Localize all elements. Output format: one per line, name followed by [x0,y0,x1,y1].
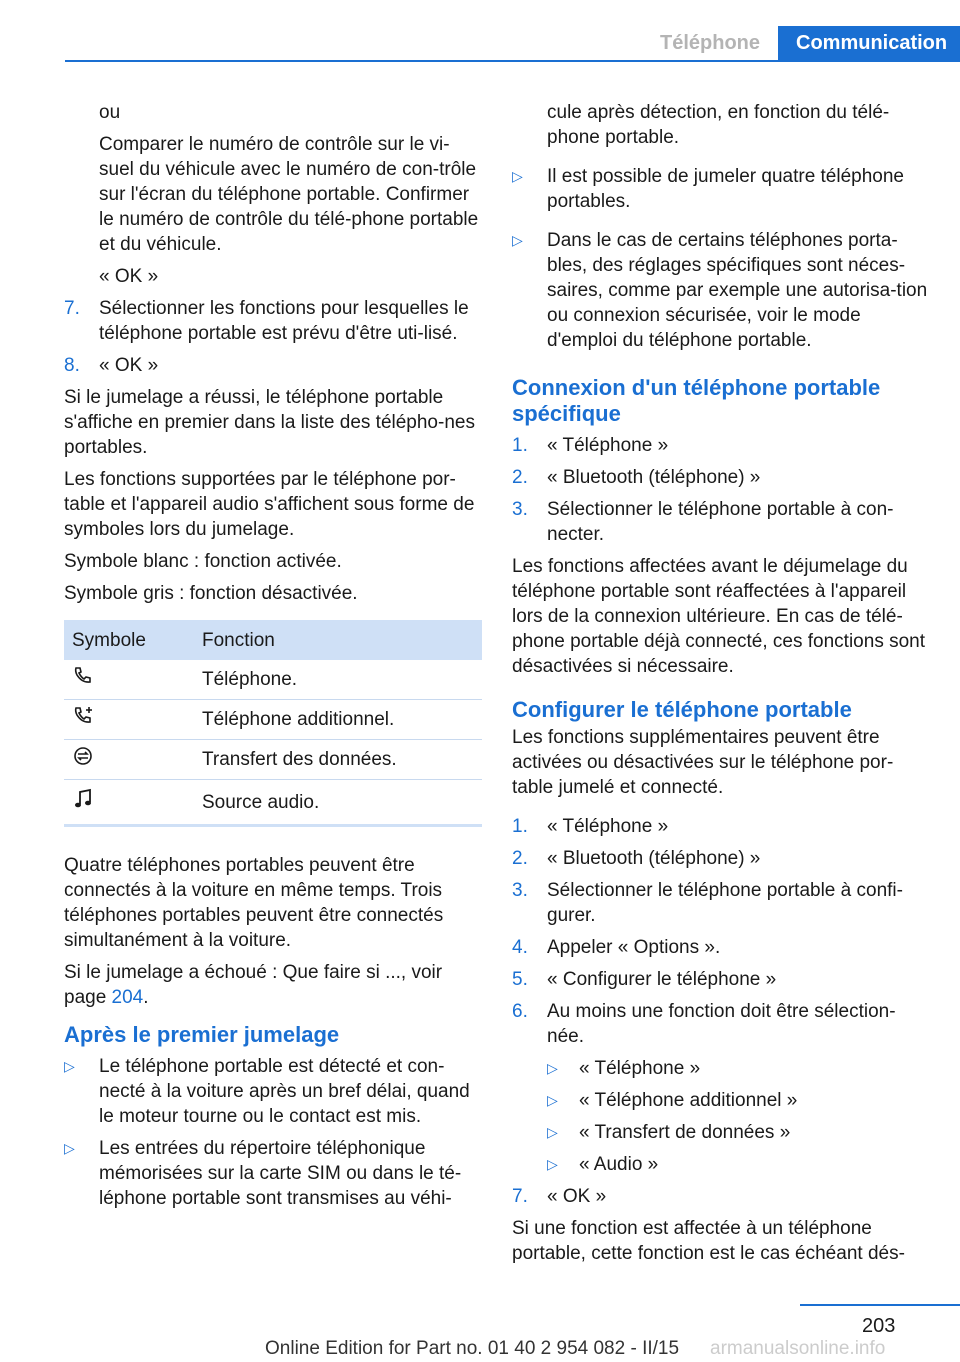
right-column [512,100,930,1273]
bullet-arrow-icon: ▷ [547,1060,558,1076]
phone-additional-icon [72,705,94,727]
table-row [64,660,482,700]
page-link[interactable]: 204 [111,987,144,1008]
step-1: 1. « Téléphone » [512,816,669,837]
paragraph-functions: Les fonctions supportées par le téléphone por-table et l'appareil audio s'affichent sous forme de symboles lors du jumelage. [64,469,475,540]
edition-footer: Online Edition for Part no. 01 40 2 954 082 - II/15 [265,1338,680,1359]
paragraph-grey-symbol: Symbole gris : fonction désactivée. [64,583,358,604]
paragraph-function-assigned: Si une fonction est affectée à un téléphone portable, cette fonction est le cas échéant dés- [512,1218,905,1264]
paragraph-four-phones: Quatre téléphones portables peuvent être connectés à la voiture en même temps. Trois téléphones portables peuvent être connectés simultanément à la voiture. [64,855,444,951]
paragraph-connect: Les fonctions affectées avant le déjumelage du téléphone portable sont réaffectées à l'appareil lors de la connexion ultérieure. En cas de télé-phone portable déjà connecté, ces fonctions sont désactivées si nécessaire. [512,556,926,677]
table-row [64,740,482,780]
step-8 [64,353,482,378]
step-7 [64,296,482,346]
bullet-item: ▷ Il est possible de jumeler quatre téléphone portables. [512,166,905,212]
sub-bullet-item: ▷ « Téléphone additionnel » [547,1090,798,1111]
table-row [64,700,482,740]
phone-icon [72,665,94,687]
bullet-arrow-icon: ▷ [64,1140,75,1156]
bullet-item: ▷ Les entrées du répertoire téléphonique mémorisées sur la carte SIM ou dans le té-léphone portable sont transmises au véhi- [64,1138,462,1209]
sub-bullet-item: ▷ « Téléphone » [547,1058,701,1079]
heading-after-pairing: Après le premier jumelage [64,1022,340,1047]
sub-bullet-item: ▷ « Audio » [547,1154,659,1175]
step-2: 2. « Bluetooth (téléphone) » [512,467,761,488]
function-label: Source audio. [194,780,482,826]
step-5: 5. « Configurer le téléphone » [512,969,777,990]
data-transfer-icon [72,745,94,767]
paragraph-configure: Les fonctions supplémentaires peuvent être activées ou désactivées sur le téléphone por-table jumelé et connecté. [512,727,894,798]
column-header-function: Fonction [194,620,482,660]
function-label: Transfert des données. [194,740,482,780]
bullet-item: ▷ Le téléphone portable est détecté et con-necté à la voiture après un bref délai, quand le moteur tourne ou le contact est mis. [64,1056,470,1127]
step-1: 1. « Téléphone » [512,435,669,456]
step-3: 3. Sélectionner le téléphone portable à con-necter. [512,499,894,545]
intro-ok: « OK » [99,266,159,287]
sub-bullet-item: ▷ « Transfert de données » [547,1122,791,1143]
step-6: 6. Au moins une fonction doit être sélection-née. [512,1001,896,1047]
function-label: Téléphone additionnel. [194,700,482,740]
intro-ou: ou [99,102,121,123]
bullet-continuation: cule après détection, en fonction du télé-phone portable. [547,102,890,148]
bullet-arrow-icon: ▷ [547,1156,558,1172]
paragraph-white-symbol: Symbole blanc : fonction activée. [64,551,342,572]
page-number: 203 [862,1315,896,1337]
step-number: 7. [64,298,80,319]
bullet-arrow-icon: ▷ [64,1058,75,1074]
step-4: 4. Appeler « Options ». [512,937,721,958]
step-7: 7. « OK » [512,1186,607,1207]
heading-connect-phone: Connexion d'un téléphone portable spécifique [512,375,881,426]
step-2: 2. « Bluetooth (téléphone) » [512,848,761,869]
heading-configure-phone: Configurer le téléphone portable [512,697,852,722]
bullet-item: ▷ Dans le cas de certains téléphones porta-bles, des réglages spécifiques sont néces-saires, comme par exemple une autorisa-tion ou connexion sécurisée, voir le mode d'emploi du téléphone portable. [512,230,928,351]
bullet-arrow-icon: ▷ [547,1124,558,1140]
symbol-table [64,620,482,827]
bullet-arrow-icon: ▷ [512,232,523,248]
paragraph-pairing-failed: Si le jumelage a échoué : Que faire si ..., voir page 204. [64,962,443,1008]
step-text: Sélectionner les fonctions pour lesquelles le téléphone portable est prévu d'être uti-lisé. [99,298,469,344]
intro-compare: Comparer le numéro de contrôle sur le vi-suel du véhicule avec le numéro de con-trôle sur l'écran du téléphone portable. Confirmer le numéro de contrôle du télé-phone portable et du véhicule. [99,134,479,255]
header-rule [65,60,960,62]
footer-rule [800,1304,960,1306]
page-header [642,26,960,60]
paragraph-pairing-success: Si le jumelage a réussi, le téléphone portable s'affiche en premier dans la liste des télépho-nes portables. [64,387,475,458]
music-note-icon [72,788,94,810]
chapter-tab: Communication [778,26,960,60]
watermark: armanualsonline.info [710,1338,886,1359]
section-label: Téléphone [659,31,760,54]
bullet-arrow-icon: ▷ [512,168,523,184]
function-label: Téléphone. [194,660,482,700]
bullet-arrow-icon: ▷ [547,1092,558,1108]
table-header-row [64,620,482,660]
table-row [64,780,482,826]
left-column [64,100,482,1218]
step-3: 3. Sélectionner le téléphone portable à confi-gurer. [512,880,903,926]
column-header-symbol: Symbole [64,620,194,660]
step-number: 8. [64,355,80,376]
step-text: « OK » [99,355,159,376]
